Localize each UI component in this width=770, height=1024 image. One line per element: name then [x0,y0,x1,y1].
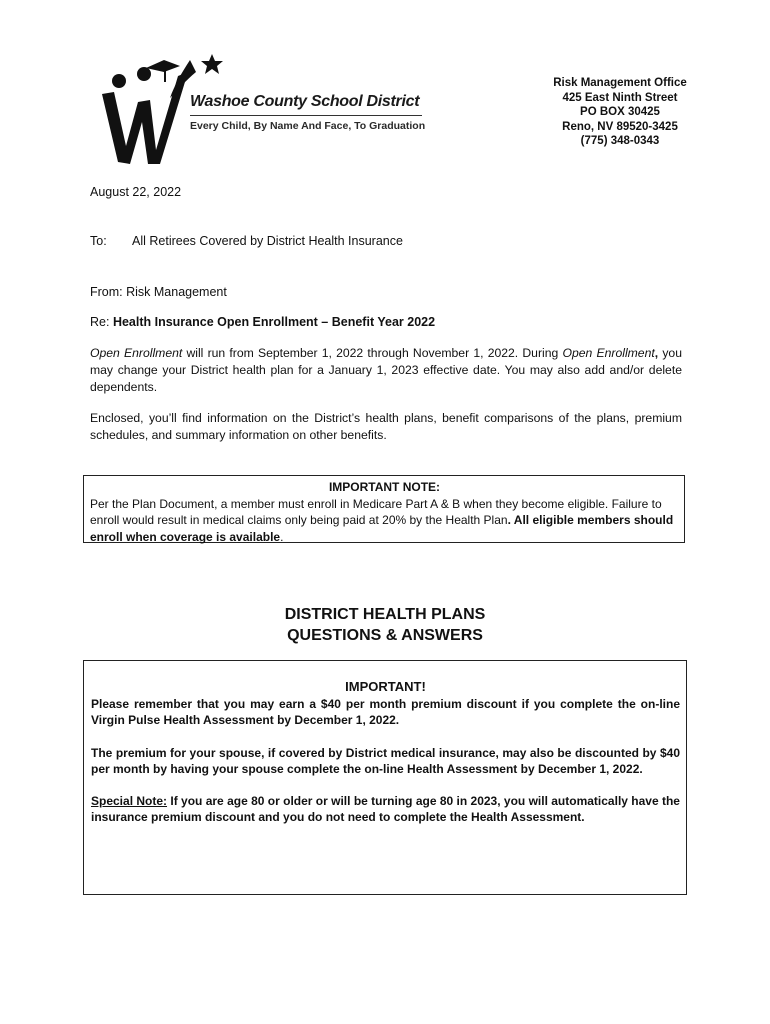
address-phone: (775) 348-0343 [580,135,660,148]
memo-from: From: Risk Management [90,285,227,299]
section-heading [0,604,770,646]
text-run: , [654,346,659,360]
org-tagline: Every Child, By Name And Face, To Graduation [190,120,426,132]
term-open-enrollment: Open Enrollment [90,346,183,360]
text-run: Per the Plan Document, a member must enroll in Medicare Part A & B when they become eligible. Failure to enroll would result in medical claims only being paid at 20% by the Health Plan [90,496,662,527]
text-run: . [280,529,284,544]
note-title: IMPORTANT NOTE: [328,480,441,494]
memo-date: August 22, 2022 [90,185,182,199]
important-note-box [83,475,685,543]
enrollment-paragraph [90,345,682,396]
re-value: Health Insurance Open Enrollment – Benefit Year 2022 [112,315,436,329]
text-run: . All eligible members should enroll when coverage is available [90,513,674,544]
re-label: Re: [90,315,110,329]
enclosed-paragraph: Enclosed, you’ll find information on the District’s health plans, benefit comparisons of the plans, premium schedules, and summary information on other benefits. [90,411,682,442]
important-title: IMPORTANT! [345,679,426,694]
to-value: All Retirees Covered by District Health Insurance [132,234,403,248]
address-line: 425 East Ninth Street [562,91,678,104]
address-line: PO BOX 30425 [580,106,660,119]
to-label: To: [90,234,107,248]
special-note-label: Special Note: [91,794,168,809]
important-box [83,660,687,895]
address-line: Risk Management Office [553,77,687,89]
memo-to [90,233,403,250]
text-run: If you are age 80 or older or will be turning age 80 in 2023, you will automatically have the insurance premium discount and you do not need to complete the Health Assessment. [91,794,680,825]
section-title-line: DISTRICT HEALTH PLANS [284,606,486,623]
office-address [520,76,720,149]
special-note-paragraph [91,793,680,825]
discount-paragraph: Please remember that you may earn a $40 per month premium discount if you complete the on-line Virgin Pulse Health Assessment by December 1, 2022. [91,697,680,728]
text-run: will run from September 1, 2022 through November 1, 2022. During [182,346,563,360]
org-name: Washoe County School District [190,93,420,110]
spouse-paragraph: The premium for your spouse, if covered by District medical insurance, may also be discounted by $40 per month by having your spouse complete the on-line Health Assessment by December 1, 2022. [91,745,680,776]
term-open-enrollment: Open Enrollment [562,346,655,360]
address-line: Reno, NV 89520-3425 [562,120,678,133]
section-title-line: QUESTIONS & ANSWERS [287,627,483,644]
note-text [90,496,679,546]
memo-subject [90,314,435,331]
text-run: you may change your District health plan for a January 1, 2023 effective date. You may also add and/or delete dependents. [90,346,682,394]
logo-divider [190,115,422,116]
